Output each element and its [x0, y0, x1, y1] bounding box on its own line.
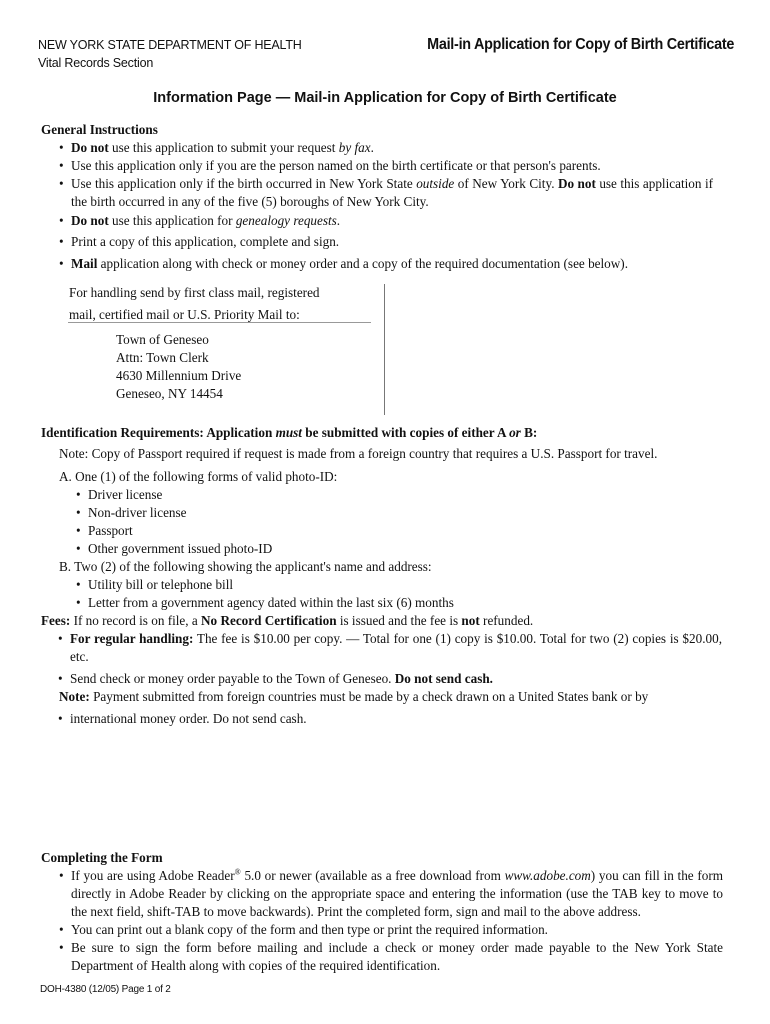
completing-section — [41, 849, 725, 975]
general-instructions-heading: General Instructions — [41, 122, 158, 137]
agency-block — [38, 36, 302, 72]
address-line: Attn: Town Clerk — [116, 350, 209, 365]
address-line: Geneseo, NY 14454 — [116, 386, 223, 401]
option-a-label: A. One (1) of the following forms of valid photo-ID: — [59, 469, 338, 484]
list-item: • Mail application along with check or money order and a copy of the required documentation (see below). — [59, 255, 713, 273]
fees-section — [41, 612, 725, 728]
list-item: • Driver license — [76, 486, 731, 504]
fees-note: Note: Payment submitted from foreign countries must be made by a check drawn on a United States bank or by — [59, 689, 649, 704]
divider — [68, 322, 371, 323]
list-item: • Passport — [76, 522, 731, 540]
completing-heading: Completing the Form — [41, 850, 163, 865]
agency-name: NEW YORK STATE DEPARTMENT OF HEALTH — [38, 38, 302, 52]
address-line: 4630 Millennium Drive — [116, 368, 242, 383]
list-item: • international money order. Do not send cash. — [58, 710, 725, 728]
list-item: • You can print out a blank copy of the form and then type or print the required information. — [59, 921, 723, 939]
list-item: • Do not use this application for genealogy requests. — [59, 212, 713, 230]
list-item: • Print a copy of this application, complete and sign. — [59, 233, 713, 251]
section-name: Vital Records Section — [38, 56, 154, 70]
address-line: Town of Geneseo — [116, 332, 209, 347]
identification-heading: Identification Requirements: Application must be submitted with copies of either A or B: — [41, 425, 538, 440]
list-item: • Do not use this application to submit your request by fax. — [59, 139, 713, 157]
list-item: • Send check or money order payable to the Town of Geneseo. Do not send cash. — [58, 670, 725, 688]
form-title: Mail-in Application for Copy of Birth Certificate — [426, 36, 734, 53]
list-item: • Use this application only if you are the person named on the birth certificate or that person's parents. — [59, 157, 713, 175]
list-item: • Non-driver license — [76, 504, 731, 522]
mailing-line-1: For handling send by first class mail, registered — [69, 285, 320, 300]
option-b-label: B. Two (2) of the following showing the applicant's name and address: — [59, 559, 432, 574]
mailing-line-2: mail, certified mail or U.S. Priority Mail to: — [69, 307, 300, 322]
list-item: • For regular handling: The fee is $10.00 per copy. — Total for one (1) copy is $10.00. Total for two (2) copies is $20.00, etc. — [58, 630, 722, 666]
mailing-instructions — [69, 284, 320, 324]
passport-note: Note: Copy of Passport required if request is made from a foreign country that requires a U.S. Passport for travel. — [59, 446, 658, 461]
fees-intro: Fees: If no record is on file, a No Record Certification is issued and the fee is not refunded. — [41, 613, 534, 628]
list-item: • Be sure to sign the form before mailing and include a check or money order made payable to the New York State Department of Health along with copies of the required identification. — [59, 939, 723, 975]
list-item: • Letter from a government agency dated within the last six (6) months — [76, 594, 731, 612]
page-title: Information Page — Mail-in Application for Copy of Birth Certificate — [153, 90, 617, 106]
list-item: • Use this application only if the birth occurred in New York State outside of New York City. Do not use this application if the birth occurred in any of the five (5) boroughs of New York City. — [59, 175, 713, 211]
general-instructions — [41, 121, 725, 273]
list-item: • Other government issued photo-ID — [76, 540, 731, 558]
list-item: • If you are using Adobe Reader® 5.0 or newer (available as a free download from www.adobe.com) you can fill in the form directly in Adobe Reader by clicking on the appropriate space and entering the information (use the TAB key to move to the next field, shift-TAB to move backwards). Print the completed form, sign and mail to the above address. — [59, 867, 723, 921]
footer-form-id: DOH-4380 (12/05) Page 1 of 2 — [40, 984, 171, 995]
list-item: • Utility bill or telephone bill — [76, 576, 731, 594]
mailing-address — [116, 331, 241, 403]
divider — [384, 284, 385, 415]
identification-requirements — [41, 424, 731, 612]
